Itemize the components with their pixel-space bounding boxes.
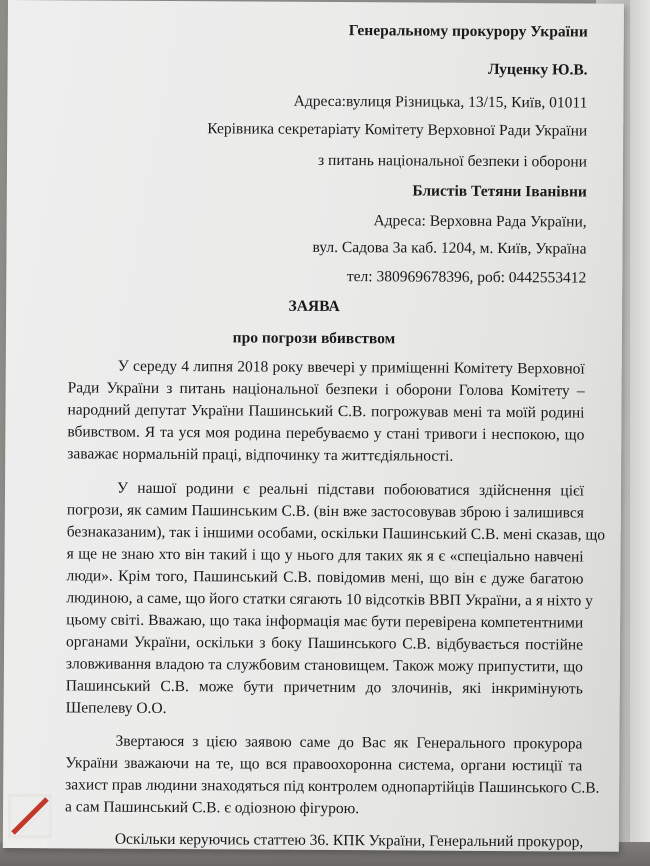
- paragraph-2-line: безнаказаним), так і іншими особами, оскільки Пашинський С.В. мені сказав, що: [66, 523, 606, 544]
- paragraph-2-line: я ще не знаю хто він такий і що у нього для таких як я є «спеціально навчені: [66, 545, 584, 566]
- paragraph-2-line: У нашої родини є реальні підстави побоюватися здійснення цієї: [116, 479, 585, 500]
- addressee: Генеральному прокурору України: [348, 22, 588, 41]
- addressee-name: Луценку Ю.В.: [487, 60, 588, 79]
- paragraph-1-line: Ради України з питань національної безпеки і оборони Голова Комітету –: [67, 379, 585, 400]
- paragraph-2-line: органами України, оскільки з боку Пашинського С.В. відбувається постійне: [66, 633, 584, 654]
- document-page: [3, 0, 624, 852]
- paragraph-2-line: зловживання владою та службовим становищем. Також можу припустити, що: [65, 655, 583, 676]
- sender-position-line-2: з питань національної безпеки і оборони: [318, 151, 588, 171]
- insider-logo-icon: [11, 797, 49, 835]
- paragraph-2-line: цьому світі. Вважаю, що така інформація має бути перевірена компетентними: [66, 611, 584, 632]
- paragraph-1-line: народний депутат України Пашинський С.В. погрожував мені та моїй родині: [67, 401, 585, 422]
- sender-name: Блистів Тетяни Іванівни: [412, 182, 587, 201]
- paragraph-3-line: а сам Пашинський С.В. є одіозною фігурою.: [65, 798, 360, 818]
- paragraph-1-line: вбивством. Я та уся моя родина перебуваємо у стані тривоги і неспокою, що: [67, 423, 585, 444]
- sender-position-line-1: Керівника секретаріату Комітету Верховної Ради України: [207, 120, 588, 140]
- paragraph-2-line: Пашинський С.В. може бути причетним до злочинів, які інкримінують: [65, 677, 583, 698]
- insider-logo-mark: [8, 794, 52, 838]
- paragraph-2-line: Шепелеву О.О.: [65, 699, 167, 717]
- document-title: ЗАЯВА: [288, 297, 340, 316]
- addressee-address: Адреса:вулиця Різницька, 13/15, Київ, 01011: [293, 92, 588, 112]
- paragraph-1-line: У середу 4 липня 2018 року ввечері у приміщенні Комітету Верховної: [117, 357, 585, 378]
- paragraph-3-line: захист прав людини знаходяться під контролем однопартійців Пашинського С.В.: [65, 776, 600, 797]
- insider-logo-text: INSIDER: [8, 840, 49, 850]
- document-subtitle: про погрози вбивством: [232, 329, 396, 348]
- paragraph-1-line: заважає нормальній праці, відпочинку та життєдіяльності.: [67, 445, 454, 465]
- sender-phone: тел: 380969678396, роб: 0442553412: [346, 268, 587, 287]
- paragraph-3-line: України зважаючи на те, що вся правоохоронна система, органи юстиції та: [65, 754, 583, 775]
- paragraph-2-line: погрози, як самим Пашинським С.В. (він вже застосовував зброю і залишився: [66, 501, 584, 522]
- sender-address-line-1: Адреса: Верховна Рада України,: [373, 212, 587, 231]
- insider-logo: [8, 794, 58, 856]
- paragraph-3-line: Звертаюся з цією заявою саме до Вас як Генерального прокурора: [115, 732, 583, 753]
- paragraph-2-line: людиною, а саме, що його статки сягають 10 відсотків ВВП України, а я ніхто у: [66, 589, 593, 610]
- paragraph-2-line: люди». Крім того, Пашинський С.В. повідомив мені, що він є дуже багатою: [66, 567, 584, 588]
- sender-address-line-2: вул. Садова 3а каб. 1204, м. Київ, Україна: [312, 238, 587, 258]
- background-light-edge: [630, 0, 650, 866]
- paragraph-4-line: Оскільки керуючись статтею 36. КПК України, Генеральний прокурор,: [114, 830, 584, 851]
